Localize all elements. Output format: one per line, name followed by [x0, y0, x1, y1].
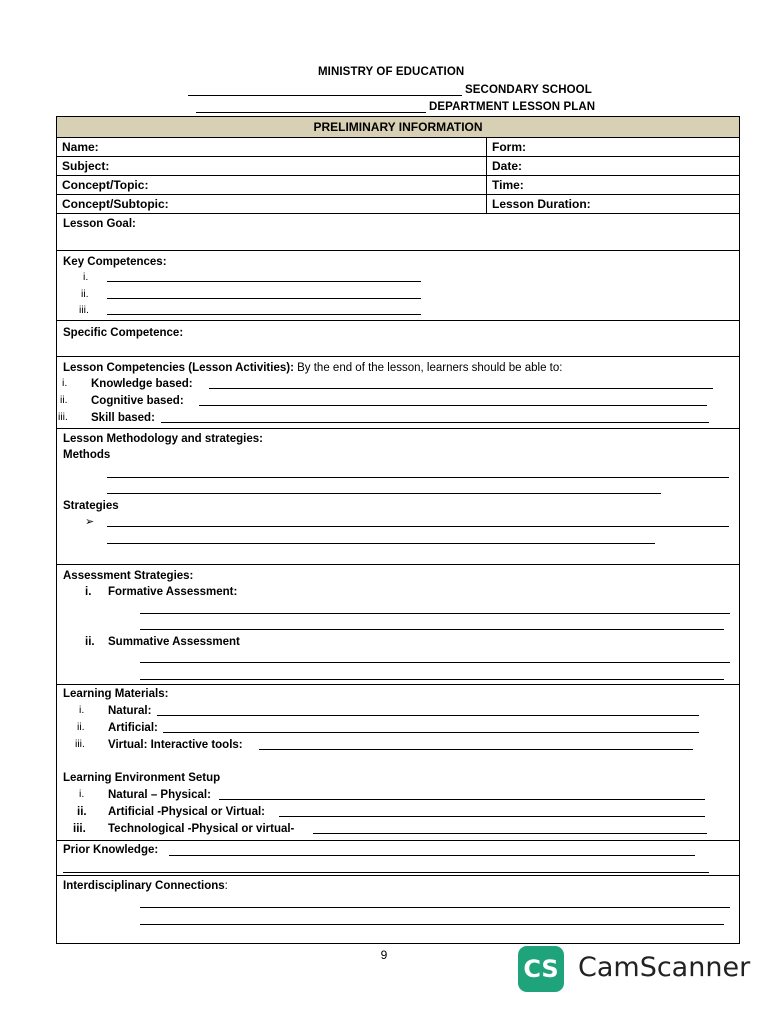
row-name-form — [57, 138, 739, 157]
form-field[interactable]: Form: — [492, 140, 526, 154]
lesson-plan-form — [56, 116, 740, 944]
row-subtopic-duration — [57, 195, 739, 214]
material-artificial-label: Artificial: — [108, 722, 158, 734]
department-blank — [196, 100, 426, 113]
materials-section — [57, 685, 739, 841]
list-number: i. — [62, 377, 68, 389]
strategies-line[interactable] — [107, 543, 655, 544]
key-competences-section — [57, 251, 739, 321]
env-artificial-line[interactable] — [279, 816, 705, 817]
interdisciplinary-heading — [63, 879, 228, 893]
time-field[interactable]: Time: — [492, 178, 524, 192]
list-number: i. — [79, 788, 85, 800]
knowledge-based-line[interactable] — [209, 388, 713, 389]
prior-knowledge-section — [57, 841, 739, 876]
school-name-line — [188, 83, 592, 96]
summative-line[interactable] — [140, 679, 724, 680]
lesson-competencies-label: Lesson Competencies (Lesson Activities): — [63, 362, 294, 374]
lesson-competencies-heading — [63, 361, 562, 375]
list-number: iii. — [79, 304, 89, 316]
lesson-duration-field[interactable]: Lesson Duration: — [492, 197, 591, 211]
formative-assessment-label: Formative Assessment: — [108, 586, 238, 598]
materials-label: Learning Materials: — [63, 688, 169, 700]
list-number: iii. — [75, 738, 85, 750]
material-natural-line[interactable] — [157, 715, 699, 716]
methodology-section — [57, 429, 739, 565]
assessment-section — [57, 565, 739, 685]
methodology-label: Lesson Methodology and strategies: — [63, 433, 263, 445]
knowledge-based-label: Knowledge based: — [91, 378, 193, 390]
arrow-bullet-icon: ➢ — [85, 516, 95, 528]
date-field[interactable]: Date: — [492, 159, 523, 173]
methods-line[interactable] — [107, 477, 729, 478]
strategies-label: Strategies — [63, 500, 119, 512]
key-competences-label: Key Competences: — [63, 256, 167, 268]
list-number: i. — [79, 704, 85, 716]
preliminary-info-header: PRELIMINARY INFORMATION — [57, 117, 739, 138]
material-natural-label: Natural: — [108, 705, 152, 717]
skill-based-line[interactable] — [161, 422, 709, 423]
formative-line[interactable] — [140, 629, 724, 630]
page-number: 9 — [380, 948, 388, 962]
school-label: SECONDARY SCHOOL — [465, 84, 592, 96]
methods-label: Methods — [63, 449, 111, 461]
concept-subtopic-field[interactable]: Concept/Subtopic: — [62, 197, 169, 211]
cognitive-based-line[interactable] — [199, 405, 707, 406]
list-number: ii. — [77, 806, 87, 818]
camscanner-logo-icon: CS — [518, 946, 564, 992]
methods-line[interactable] — [107, 493, 661, 494]
lesson-goal-label: Lesson Goal: — [63, 218, 136, 230]
list-number: iii. — [73, 823, 86, 835]
list-number: i. — [85, 586, 92, 598]
summative-line[interactable] — [140, 662, 730, 663]
env-technological-line[interactable] — [313, 833, 707, 834]
key-competence-line[interactable] — [107, 314, 421, 315]
school-name-blank — [188, 83, 462, 96]
interdisciplinary-line[interactable] — [140, 907, 730, 908]
env-artificial-label: Artificial -Physical or Virtual: — [108, 806, 266, 818]
camscanner-brand: CamScanner — [578, 952, 751, 983]
list-number: iii. — [58, 411, 68, 423]
interdisciplinary-colon: : — [224, 880, 228, 892]
name-field[interactable]: Name: — [62, 140, 99, 154]
lesson-goal-section[interactable] — [57, 214, 739, 251]
strategies-line[interactable] — [107, 526, 729, 527]
material-virtual-label: Virtual: Interactive tools: — [108, 739, 243, 751]
prior-knowledge-line[interactable] — [169, 855, 695, 856]
material-virtual-line[interactable] — [259, 749, 693, 750]
list-number: ii. — [85, 636, 95, 648]
list-number: ii. — [81, 288, 89, 300]
environment-label: Learning Environment Setup — [63, 772, 221, 784]
department-line — [196, 100, 595, 113]
list-number: ii. — [77, 721, 85, 733]
cognitive-based-label: Cognitive based: — [91, 395, 184, 407]
specific-competence-label: Specific Competence: — [63, 327, 184, 339]
concept-topic-field[interactable]: Concept/Topic: — [62, 178, 149, 192]
specific-competence-section[interactable] — [57, 321, 739, 357]
department-label: DEPARTMENT LESSON PLAN — [429, 101, 596, 113]
prior-knowledge-line[interactable] — [63, 872, 709, 873]
row-subject-date — [57, 157, 739, 176]
subject-field[interactable]: Subject: — [62, 159, 110, 173]
key-competence-line[interactable] — [107, 281, 421, 282]
assessment-label: Assessment Strategies: — [63, 570, 194, 582]
doc-title: MINISTRY OF EDUCATION — [318, 66, 465, 78]
key-competence-line[interactable] — [107, 298, 421, 299]
env-technological-label: Technological -Physical or virtual- — [108, 823, 295, 835]
interdisciplinary-label: Interdisciplinary Connections — [63, 880, 225, 892]
material-artificial-line[interactable] — [163, 732, 699, 733]
lesson-competencies-section — [57, 357, 739, 429]
prior-knowledge-label: Prior Knowledge: — [63, 844, 159, 856]
skill-based-label: Skill based: — [91, 412, 155, 424]
list-number: ii. — [60, 394, 68, 406]
env-natural-line[interactable] — [219, 799, 705, 800]
interdisciplinary-section — [57, 876, 739, 943]
summative-assessment-label: Summative Assessment — [108, 636, 240, 648]
env-natural-label: Natural – Physical: — [108, 789, 211, 801]
lesson-competencies-intro: By the end of the lesson, learners should be able to: — [297, 362, 563, 374]
formative-line[interactable] — [140, 613, 730, 614]
list-number: i. — [83, 271, 89, 283]
row-topic-time — [57, 176, 739, 195]
interdisciplinary-line[interactable] — [140, 924, 724, 925]
